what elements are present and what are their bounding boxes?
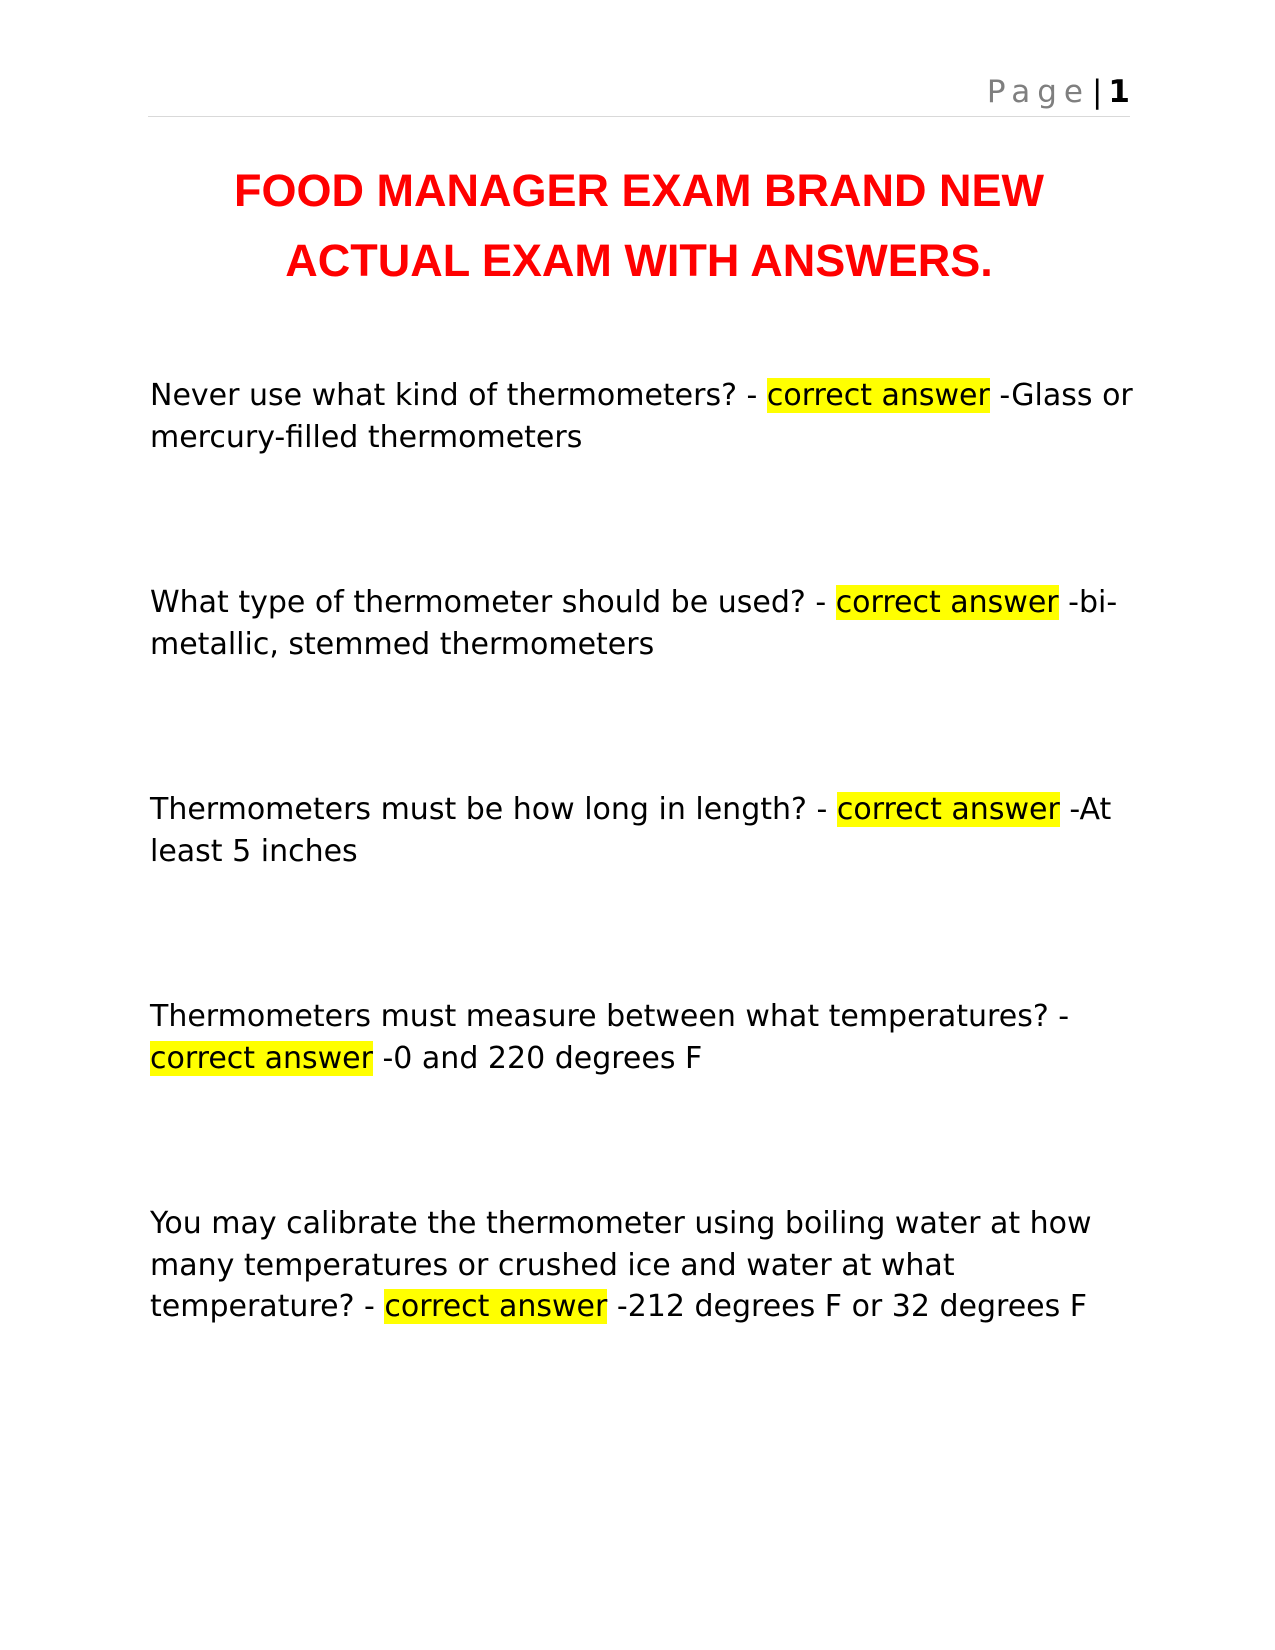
qa-item xyxy=(150,375,1135,458)
answer-text: -At least 5 inches xyxy=(150,792,1112,869)
page-header xyxy=(148,70,1130,117)
answer-text: -Glass or mercury-filled thermometers xyxy=(150,378,1133,455)
qa-item xyxy=(150,996,1135,1079)
question-text: You may calibrate the thermometer using boiling water at how many temperatures or crushed ice and water at what temperature? - xyxy=(150,1206,1092,1324)
question-text: Thermometers must be how long in length? - xyxy=(150,792,837,827)
question-text: Never use what kind of thermometers? - xyxy=(150,378,767,413)
page-number-indicator xyxy=(987,74,1130,110)
qa-item xyxy=(150,1203,1135,1328)
question-text: What type of thermometer should be used? - xyxy=(150,585,836,620)
answer-text: -212 degrees F or 32 degrees F xyxy=(607,1289,1088,1324)
correct-answer-marker: correct answer xyxy=(836,792,1060,827)
page-number: 1 xyxy=(1108,74,1130,110)
page-label: Page xyxy=(986,74,1090,110)
correct-answer-marker: correct answer xyxy=(384,1289,608,1324)
correct-answer-marker: correct answer xyxy=(766,378,990,413)
qa-item xyxy=(150,582,1135,665)
qa-item xyxy=(150,789,1135,872)
correct-answer-marker: correct answer xyxy=(835,585,1059,620)
answer-text: -bi-metallic, stemmed thermometers xyxy=(150,585,1118,662)
answer-text: -0 and 220 degrees F xyxy=(372,1040,703,1076)
correct-answer-marker: correct answer xyxy=(150,1040,373,1076)
question-text: Thermometers must measure between what temperatures? - xyxy=(150,999,1070,1034)
page-separator: | xyxy=(1091,74,1103,110)
document-title: FOOD MANAGER EXAM BRAND NEW ACTUAL EXAM WITH ANSWERS. xyxy=(234,165,1044,286)
